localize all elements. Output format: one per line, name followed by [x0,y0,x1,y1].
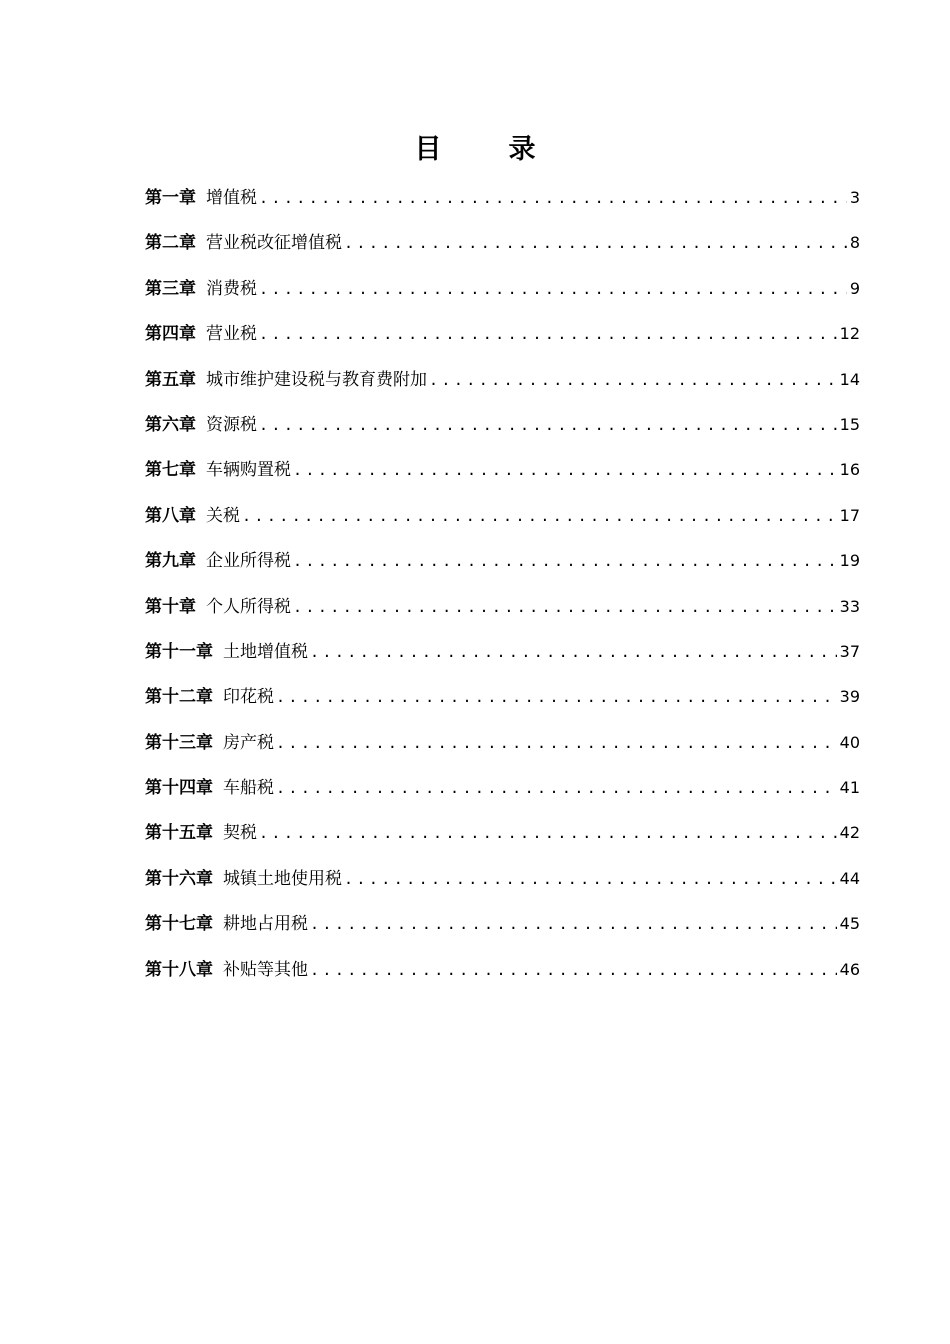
toc-dot-leader [259,815,837,851]
toc-chapter-title: 企业所得税 [206,551,291,572]
toc-dot-leader [259,316,837,352]
toc-chapter-title: 契税 [223,823,257,844]
toc-chapter-title: 补贴等其他 [223,959,308,980]
toc-page-number: 12 [839,324,860,344]
toc-dot-leader [310,906,837,942]
toc-dot-leader [276,725,837,761]
toc-chapter-title: 增值税 [206,188,257,208]
toc-entry[interactable] [145,543,860,588]
toc-dot-leader [293,452,837,488]
toc-page-number: 40 [839,732,860,752]
toc-entry[interactable] [145,362,860,407]
toc-dot-leader [276,770,837,806]
toc-chapter-title: 耕地占用税 [223,914,308,935]
toc-chapter-number: 第十八章 [145,959,213,980]
toc-chapter-number: 第十一章 [145,641,213,662]
toc-page-number: 41 [839,778,860,798]
toc-dot-leader [344,861,837,897]
toc-entry[interactable] [145,452,860,497]
toc-page-number: 17 [839,505,860,525]
toc-dot-leader [259,271,847,307]
toc-chapter-number: 第十二章 [145,687,213,708]
toc-dot-leader [429,362,837,398]
toc-page-number: 9 [849,278,860,298]
toc-page-number: 8 [849,233,860,253]
toc-chapter-title: 关税 [206,505,240,526]
toc-chapter-title: 房产税 [223,732,274,753]
toc-chapter-number: 第六章 [145,414,196,435]
toc-page-number: 15 [839,414,860,434]
toc-page-number: 44 [839,868,860,888]
toc-entry[interactable] [145,770,860,815]
toc-entry[interactable] [145,725,860,770]
toc-dot-leader [293,543,837,579]
toc-dot-leader [310,634,837,670]
toc-chapter-number: 第七章 [145,460,196,481]
toc-page-number: 3 [849,188,860,207]
toc-page-number: 39 [839,687,860,707]
toc-chapter-number: 第二章 [145,233,196,254]
toc-entry[interactable] [145,498,860,543]
toc-dot-leader [259,407,837,443]
toc-chapter-title: 消费税 [206,278,257,299]
toc-chapter-title: 个人所得税 [206,596,291,617]
toc-page-number: 46 [839,959,860,979]
toc-chapter-title: 车辆购置税 [206,460,291,481]
toc-page-number: 14 [839,369,860,389]
toc-dot-leader [293,589,837,625]
toc-chapter-title: 城市维护建设税与教育费附加 [206,369,427,390]
toc-chapter-number: 第十章 [145,596,196,617]
toc-entry[interactable] [145,906,860,951]
toc-chapter-number: 第十六章 [145,868,213,889]
toc-dot-leader [242,498,837,534]
toc-chapter-title: 营业税 [206,324,257,345]
toc-chapter-number: 第三章 [145,278,196,299]
toc-entry[interactable] [145,952,860,997]
toc-entry[interactable] [145,634,860,679]
toc-entry[interactable] [145,225,860,270]
toc-chapter-number: 第四章 [145,324,196,345]
toc-dot-leader [310,952,837,988]
toc-chapter-title: 印花税 [223,687,274,708]
toc-chapter-number: 第九章 [145,551,196,572]
toc-entry[interactable] [145,815,860,860]
toc-chapter-number: 第五章 [145,369,196,390]
toc-chapter-number: 第八章 [145,505,196,526]
toc-entry[interactable] [145,861,860,906]
toc-chapter-number: 第一章 [145,188,196,208]
toc-page-number: 19 [839,551,860,571]
toc-title: 目 录 [414,134,556,165]
toc-entry[interactable] [145,180,860,225]
toc-chapter-number: 第十七章 [145,914,213,935]
toc-chapter-number: 第十三章 [145,732,213,753]
toc-entry[interactable] [145,679,860,724]
toc-entry[interactable] [145,589,860,634]
toc-chapter-number: 第十四章 [145,778,213,799]
toc-chapter-title: 营业税改征增值税 [206,233,342,254]
toc-page-number: 45 [839,914,860,934]
toc-entry[interactable] [145,271,860,316]
table-of-contents [145,180,860,997]
toc-chapter-title: 车船税 [223,778,274,799]
toc-chapter-title: 资源税 [206,414,257,435]
toc-page-number: 37 [839,641,860,661]
toc-page-number: 16 [839,460,860,480]
toc-entry[interactable] [145,407,860,452]
toc-page-number: 42 [839,823,860,843]
toc-chapter-title: 土地增值税 [223,641,308,662]
toc-dot-leader [259,180,847,216]
toc-page-number: 33 [839,596,860,616]
toc-chapter-title: 城镇土地使用税 [223,868,342,889]
toc-chapter-number: 第十五章 [145,823,213,844]
toc-dot-leader [344,225,847,261]
toc-entry[interactable] [145,316,860,361]
toc-dot-leader [276,679,837,715]
